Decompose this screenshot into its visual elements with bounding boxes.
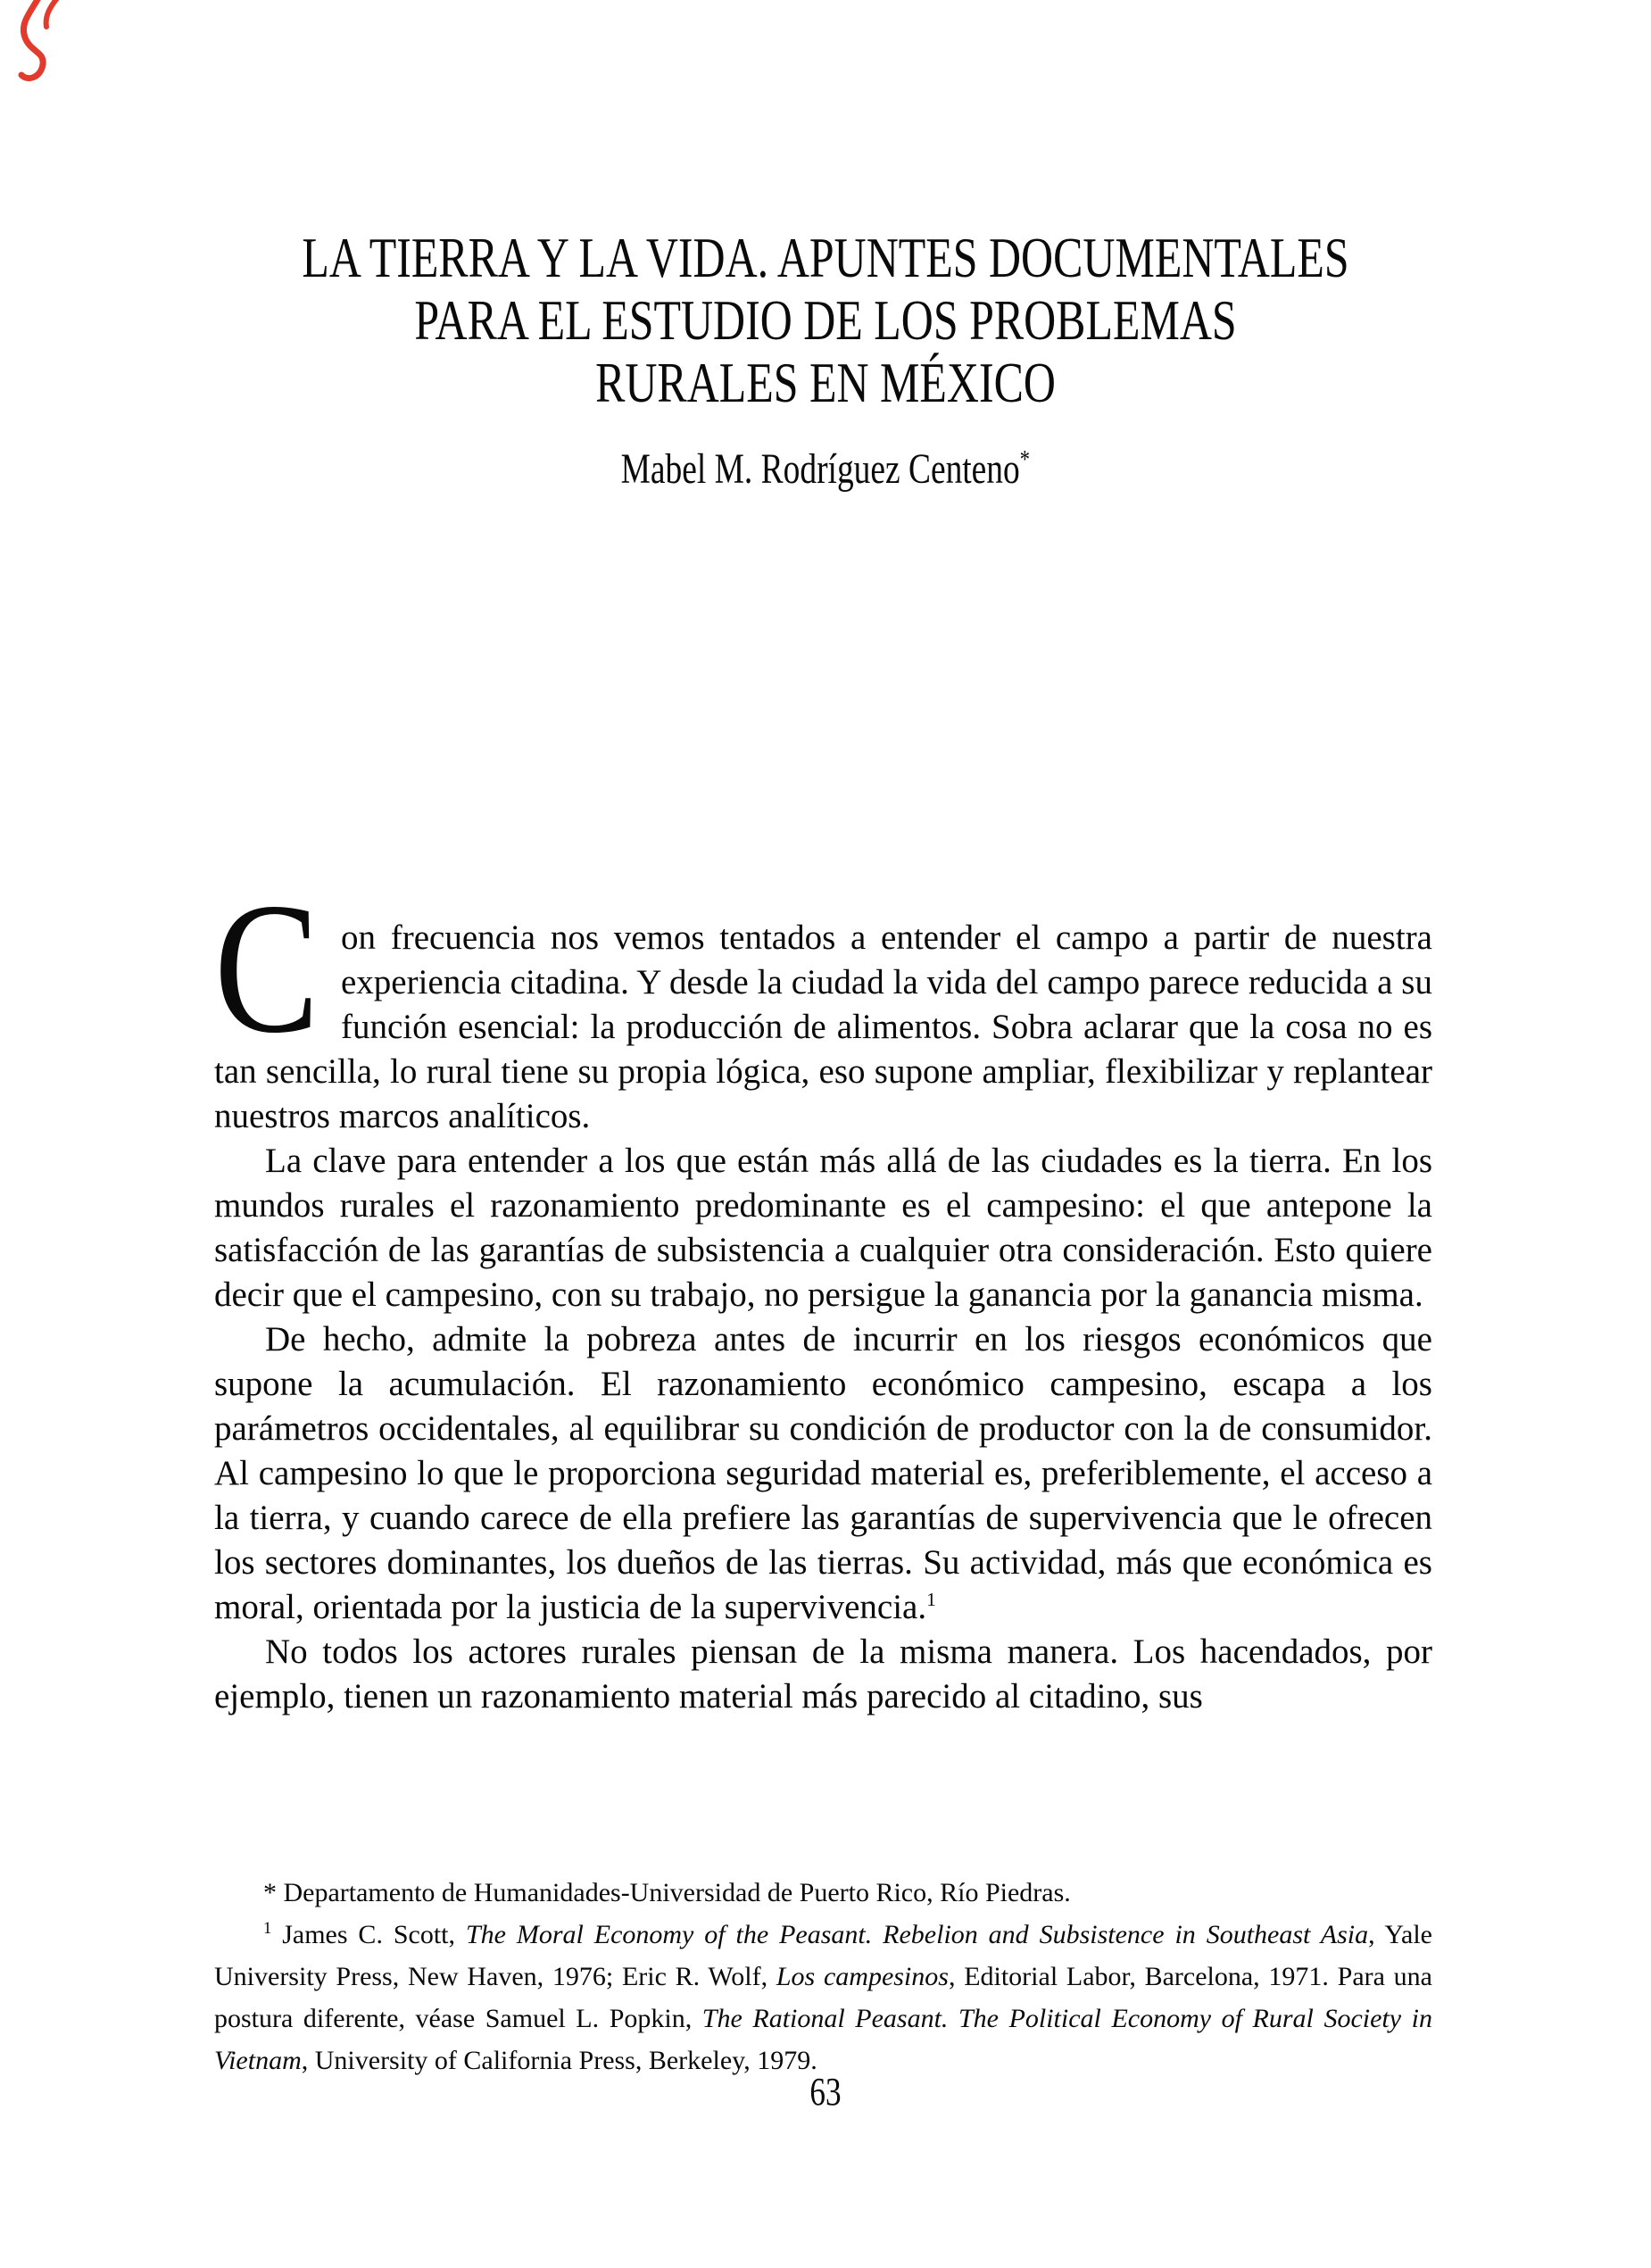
text-segment: * Departamento de Humanidades-Universidad de Puerto Rico, Río Piedras. (263, 1878, 1071, 1907)
body-paragraph (214, 1630, 1432, 1719)
text-segment: , University of California Press, Berkeley, 1979. (301, 2046, 817, 2075)
red-pen-stroke-2 (46, 0, 57, 27)
article-title (0, 227, 1651, 414)
body-paragraph (214, 1317, 1432, 1630)
footnote-reference-marker: 1 (926, 1589, 936, 1610)
red-pen-stroke-1 (21, 0, 43, 79)
footnote-section (214, 1872, 1432, 2081)
text-segment: on frecuencia nos vemos tentados a entender el campo a partir de nuestra experiencia citadina. Y desde la ciudad la vida del campo parece reducida a su función esencial: la producción de alimentos. Sobra aclarar que la cosa no es tan sencilla, lo rural tiene su propia lógica, eso supone ampliar, flexibilizar y replantear nuestros marcos analíticos. (214, 918, 1432, 1135)
title-line-2: PARA EL ESTUDIO DE LOS PROBLEMAS (414, 288, 1237, 352)
text-segment: No todos los actores rurales piensan de la misma manera. Los hacendados, por ejemplo, tienen un razonamiento material más parecido al citadino, sus (214, 1632, 1432, 1716)
text-segment: The Rational Peasant. The Political Economy of Rural Society in Vietnam (214, 2004, 1432, 2075)
footnote (214, 1914, 1432, 2081)
body-paragraph (214, 865, 1432, 1139)
footnote (214, 1872, 1432, 1914)
author-note-marker: * (1019, 445, 1031, 474)
title-line-1: LA TIERRA Y LA VIDA. APUNTES DOCUMENTALES (302, 226, 1349, 289)
drop-cap: C (214, 865, 319, 1072)
author-name: Mabel M. Rodríguez Centeno (620, 445, 1020, 493)
text-segment: De hecho, admite la pobreza antes de incurrir en los riesgos económicos que supone la acumulación. El razonamiento económico campesino, escapa a los parámetros occidentales, al equilibrar su condición de productor con la de consumidor. Al campesino lo que le proporciona seguridad material es, preferiblemente, el acceso a la tierra, y cuando carece de ella prefiere las garantías de supervivencia que le ofrecen los sectores dominantes, los dueños de las tierras. Su actividad, más que económica es moral, orientada por la justicia de la supervivencia. (214, 1320, 1432, 1626)
text-segment: James C. Scott, (271, 1920, 466, 1949)
page-number-value: 63 (809, 2070, 842, 2114)
author-line (0, 435, 1651, 494)
text-segment: , Editorial Labor, Barcelona, 1971. Para una postura diferente, véase Samuel L. Popkin, (214, 1962, 1433, 2033)
text-segment: Los campesinos (776, 1962, 949, 1991)
text-segment: The Moral Economy of the Peasant. Rebelion and Subsistence in Southeast Asia (465, 1920, 1369, 1949)
text-segment: , Yale University Press, New Haven, 1976; Eric R. Wolf, (214, 1920, 1433, 1991)
title-line-3: RURALES EN MÉXICO (595, 351, 1056, 414)
article-body (214, 865, 1432, 1719)
body-paragraph (214, 1139, 1432, 1317)
text-segment: La clave para entender a los que están más allá de las ciudades es la tierra. En los mundos rurales el razonamiento predominante es el campesino: el que antepone la satisfacción de las garantías de subsistencia a cualquier otra consideración. Esto quiere decir que el campesino, con su trabajo, no persigue la ganancia por la ganancia misma. (214, 1142, 1432, 1314)
footnote-reference-marker: 1 (263, 1919, 272, 1938)
page-number (0, 2070, 1651, 2114)
red-pen-mark (5, 0, 77, 98)
